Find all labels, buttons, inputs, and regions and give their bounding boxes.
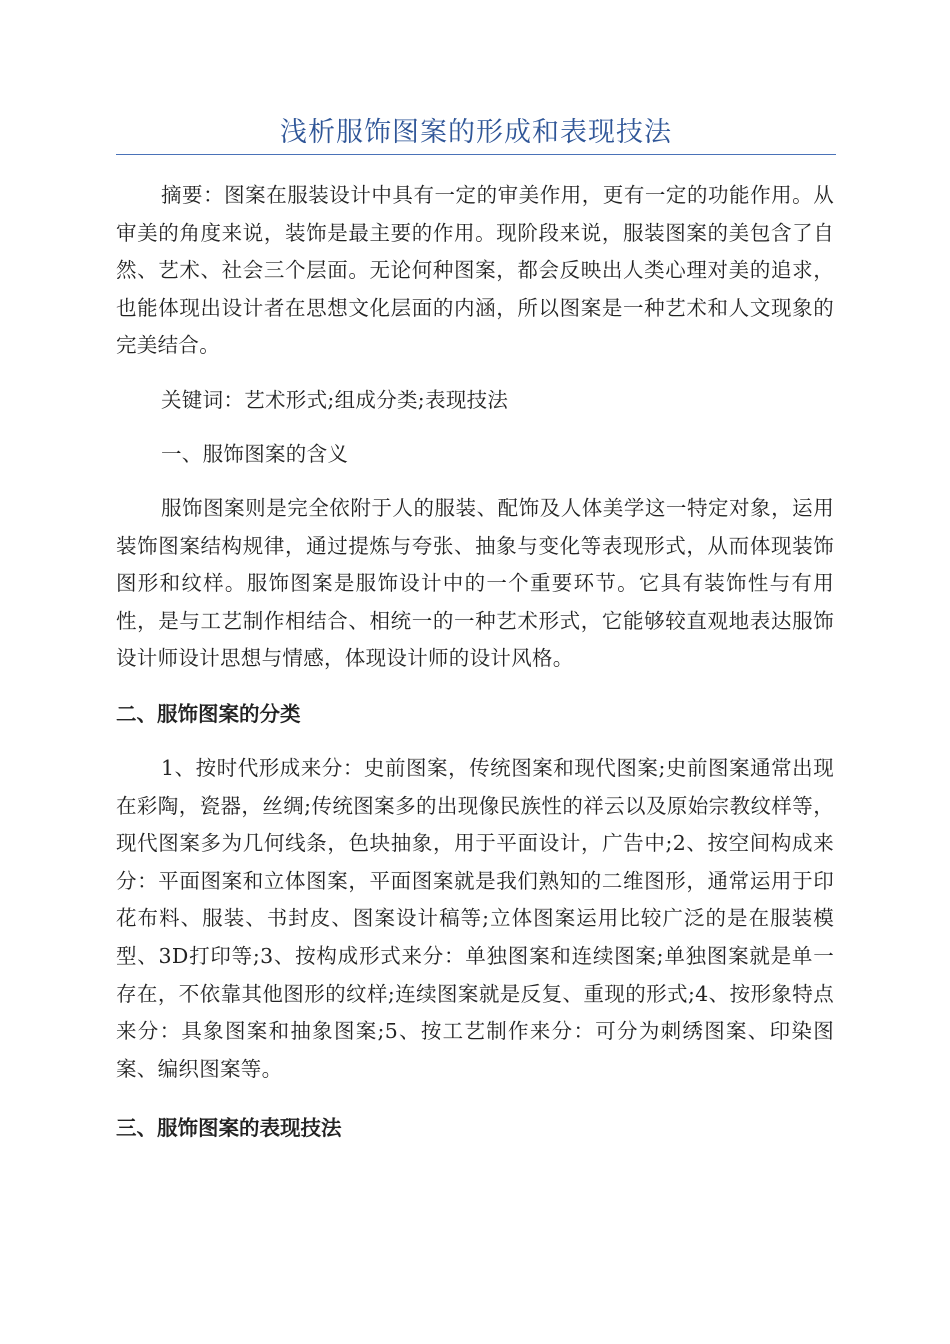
section-2-heading: 二、服饰图案的分类 bbox=[116, 702, 301, 726]
section-1-body: 服饰图案则是完全依附于人的服装、配饰及人体美学这一特定对象，运用装饰图案结构规律，通过提炼与夸张、抽象与变化等表现形式，从而体现装饰图形和纹样。服饰图案是服饰设计中的一个重要环节。它具有装饰性与有用性，是与工艺制作相结合、相统一的一种艺术形式，它能够较直观地表达服饰设计师设计思想与情感，体现设计师的设计风格。 bbox=[116, 496, 834, 671]
keywords-paragraph: 关键词：艺术形式;组成分类;表现技法 bbox=[161, 388, 509, 412]
title-underline bbox=[116, 154, 836, 155]
section-1-heading: 一、服饰图案的含义 bbox=[161, 442, 349, 466]
abstract-paragraph: 摘要：图案在服装设计中具有一定的审美作用，更有一定的功能作用。从审美的角度来说，装饰是最主要的作用。现阶段来说，服装图案的美包含了自然、艺术、社会三个层面。无论何种图案，都会反映出人类心理对美的追求，也能体现出设计者在思想文化层面的内涵，所以图案是一种艺术和人文现象的完美结合。 bbox=[116, 183, 834, 358]
document-title: 浅析服饰图案的形成和表现技法 bbox=[280, 117, 672, 148]
section-3-heading: 三、服饰图案的表现技法 bbox=[116, 1116, 342, 1140]
section-2-body: 1、按时代形成来分：史前图案，传统图案和现代图案;史前图案通常出现在彩陶，瓷器，丝绸;传统图案多的出现像民族性的祥云以及原始宗教纹样等，现代图案多为几何线条，色块抽象，用于平面设计，广告中;2、按空间构成来分：平面图案和立体图案，平面图案就是我们熟知的二维图形，通常运用于印花布料、服装、书封皮、图案设计稿等;立体图案运用比较广泛的是在服装模型、3D打印等;3、按构成形式来分：单独图案和连续图案;单独图案就是单一存在，不依靠其他图形的纹样;连续图案就是反复、重现的形式;4、按形象特点来分：具象图案和抽象图案;5、按工艺制作来分：可分为刺绣图案、印染图案、编织图案等。 bbox=[116, 756, 834, 1081]
